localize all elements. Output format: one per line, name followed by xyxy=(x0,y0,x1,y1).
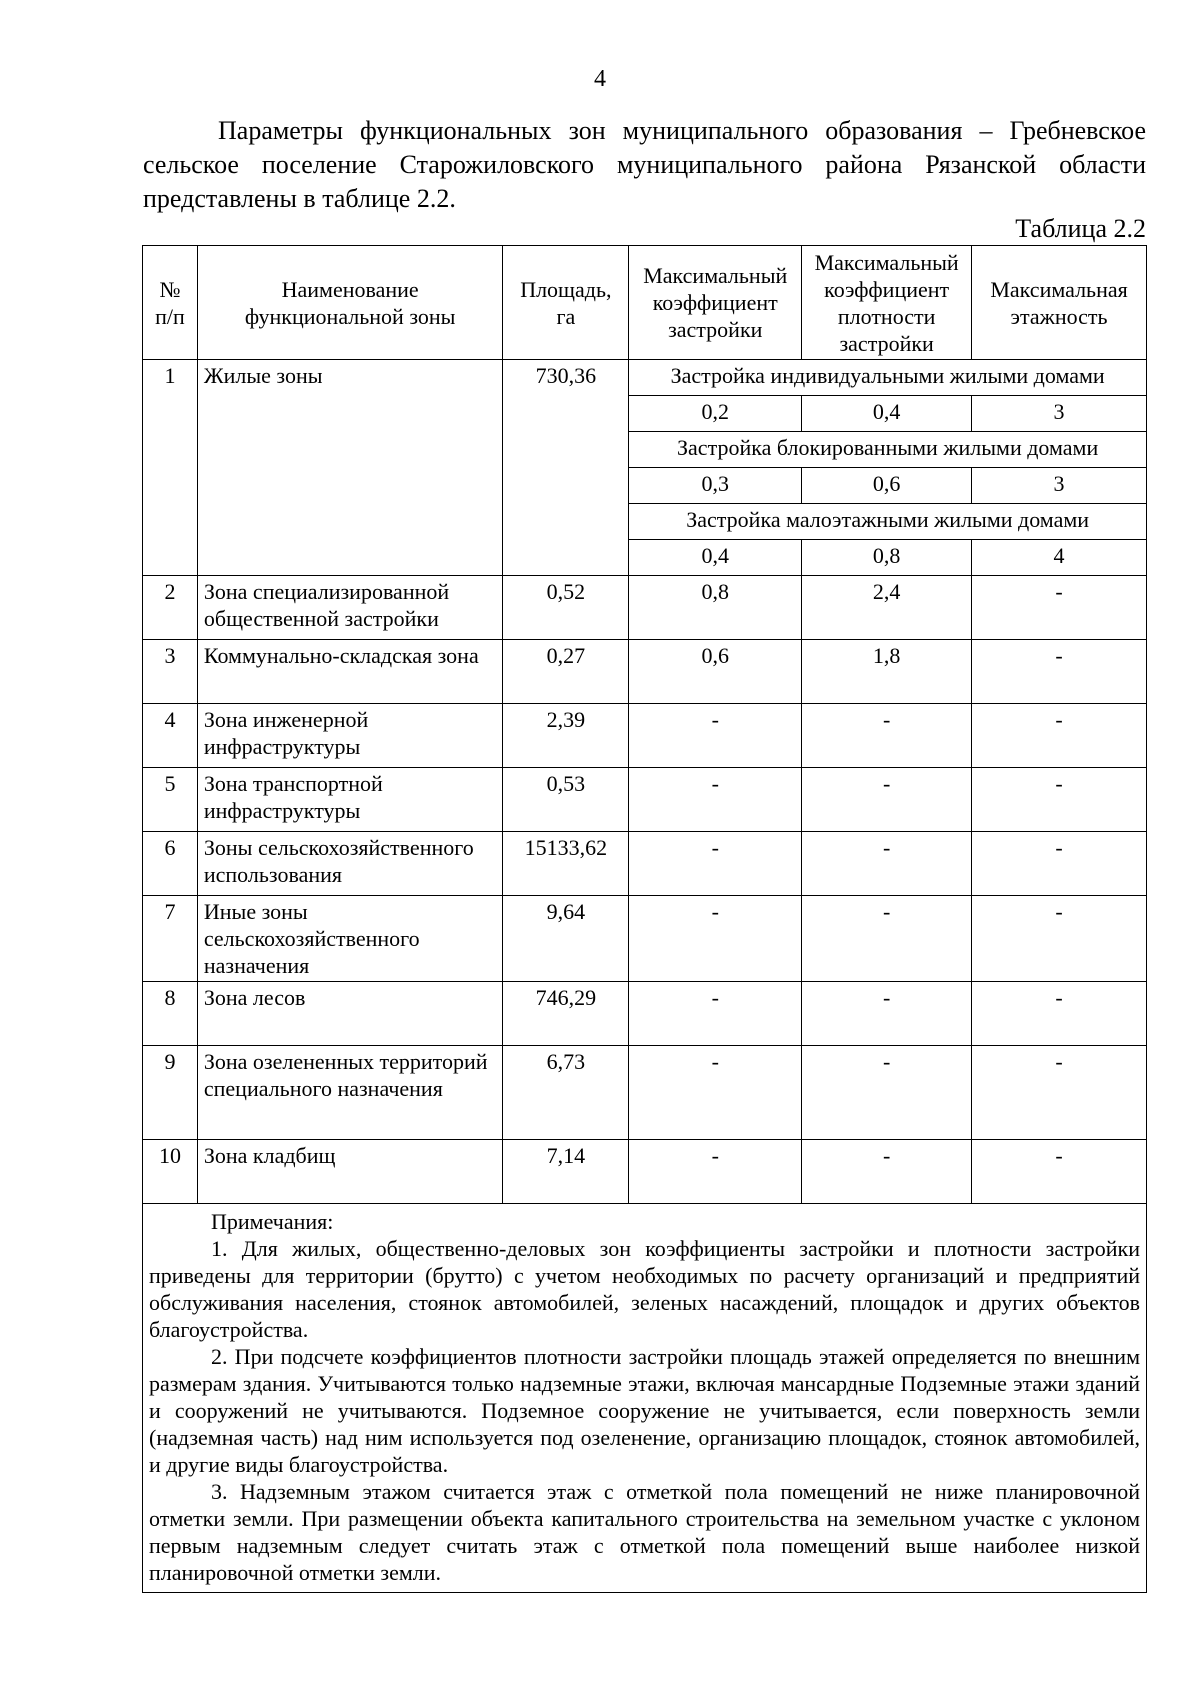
row-kp: - xyxy=(802,704,972,768)
header-area: Площадь, га xyxy=(503,246,629,360)
row-kp: 0,4 xyxy=(802,396,972,432)
header-floors: Максимальная этажность xyxy=(972,246,1147,360)
header-kz: Максимальный коэффициент застройки xyxy=(629,246,802,360)
table-row xyxy=(143,360,1147,396)
table-row xyxy=(143,704,1147,768)
row-kp: 0,6 xyxy=(802,468,972,504)
table-row xyxy=(143,896,1147,982)
row-floors: - xyxy=(972,1046,1147,1140)
table-row xyxy=(143,576,1147,640)
row-num: 7 xyxy=(143,896,198,982)
row-kz: 0,3 xyxy=(629,468,802,504)
row-kz: - xyxy=(629,704,802,768)
table-row xyxy=(143,1046,1147,1140)
row-area: 0,53 xyxy=(503,768,629,832)
row-num: 6 xyxy=(143,832,198,896)
row-kp: - xyxy=(802,768,972,832)
row-kp: - xyxy=(802,982,972,1046)
table-row xyxy=(143,768,1147,832)
table-row xyxy=(143,982,1147,1046)
row-kz: 0,8 xyxy=(629,576,802,640)
table-header-row xyxy=(143,246,1147,360)
table-row xyxy=(143,832,1147,896)
row-area: 0,52 xyxy=(503,576,629,640)
row-floors: 4 xyxy=(972,540,1147,576)
row-name: Зона транспортной инфраструктуры xyxy=(197,768,503,832)
row-name: Жилые зоны xyxy=(197,360,503,576)
row-area: 15133,62 xyxy=(503,832,629,896)
row-kz: 0,2 xyxy=(629,396,802,432)
row-kp: - xyxy=(802,1140,972,1204)
row-num: 4 xyxy=(143,704,198,768)
row-area: 2,39 xyxy=(503,704,629,768)
row-name: Зона лесов xyxy=(197,982,503,1046)
row-name: Коммунально-складская зона xyxy=(197,640,503,704)
row-floors: - xyxy=(972,896,1147,982)
row-kp: 2,4 xyxy=(802,576,972,640)
row-name: Зоны сельскохозяйственного использования xyxy=(197,832,503,896)
table-caption: Таблица 2.2 xyxy=(1015,214,1146,243)
row-name: Зона инженерной инфраструктуры xyxy=(197,704,503,768)
table-row xyxy=(143,1140,1147,1204)
row-kz: - xyxy=(629,1046,802,1140)
row-floors: - xyxy=(972,576,1147,640)
row-floors: - xyxy=(972,832,1147,896)
row-kp: - xyxy=(802,1046,972,1140)
row-area: 746,29 xyxy=(503,982,629,1046)
row-kz: - xyxy=(629,1140,802,1204)
row-area: 9,64 xyxy=(503,896,629,982)
row-num: 2 xyxy=(143,576,198,640)
note-item: 2. При подсчете коэффициентов плотности застройки площадь этажей определяется по внешним размерам здания. Учитываются только надземные этажи, включая мансардные Подземные этажи зданий и сооружений не учитываются. Подземное сооружение не учитывается, если поверхность земли (надземная часть) над ним используется под озеленение, организацию площадок, стоянок автомобилей, и другие виды благоустройства. xyxy=(149,1344,1140,1477)
note-item: 3. Надземным этажом считается этаж с отметкой пола помещений не ниже планировочной отметки земли. При размещении объекта капитального строительства на земельном участке с уклоном первым надземным следует считать этаж с отметкой пола помещений выше наиболее низкой планировочной отметки земли. xyxy=(149,1479,1140,1585)
table-row xyxy=(143,640,1147,704)
zones-table xyxy=(142,245,1147,1593)
intro-paragraph: Параметры функциональных зон муниципального образования – Гребневское сельское поселение Старожиловского муниципального района Рязанской области представлены в таблице 2.2. xyxy=(143,116,1146,213)
row-num: 9 xyxy=(143,1046,198,1140)
row-kz: - xyxy=(629,768,802,832)
row-area: 6,73 xyxy=(503,1046,629,1140)
row-kz: - xyxy=(629,832,802,896)
row-floors: 3 xyxy=(972,468,1147,504)
row-kz: 0,4 xyxy=(629,540,802,576)
notes-title: Примечания: xyxy=(211,1209,334,1234)
row-num: 5 xyxy=(143,768,198,832)
row-area: 730,36 xyxy=(503,360,629,576)
row-num: 1 xyxy=(143,360,198,576)
row-kp: - xyxy=(802,896,972,982)
header-num: № п/п xyxy=(143,246,198,360)
row-kp: 0,8 xyxy=(802,540,972,576)
row-name: Зона озелененных территорий специального назначения xyxy=(197,1046,503,1140)
row-floors: - xyxy=(972,768,1147,832)
row-kz: 0,6 xyxy=(629,640,802,704)
header-kp: Максимальный коэффициент плотности застройки xyxy=(802,246,972,360)
notes-cell xyxy=(143,1204,1147,1593)
row-kp: 1,8 xyxy=(802,640,972,704)
row-kz: - xyxy=(629,896,802,982)
row-num: 8 xyxy=(143,982,198,1046)
row-num: 3 xyxy=(143,640,198,704)
page-number: 4 xyxy=(594,66,606,92)
row-kz: - xyxy=(629,982,802,1046)
note-item: 1. Для жилых, общественно-деловых зон коэффициенты застройки и плотности застройки приведены для территории (брутто) с учетом необходимых по расчету организаций и предприятий обслуживания населения, стоянок автомобилей, зеленых насаждений, площадок и других объектов благоустройства. xyxy=(149,1236,1140,1342)
row-name: Зона специализированной общественной застройки xyxy=(197,576,503,640)
notes-row xyxy=(143,1204,1147,1593)
row-floors: 3 xyxy=(972,396,1147,432)
header-name: Наименование функциональной зоны xyxy=(197,246,503,360)
row-num: 10 xyxy=(143,1140,198,1204)
row-area: 0,27 xyxy=(503,640,629,704)
row-floors: - xyxy=(972,704,1147,768)
row-floors: - xyxy=(972,640,1147,704)
subzone-title: Застройка малоэтажными жилыми домами xyxy=(629,504,1147,540)
row-floors: - xyxy=(972,1140,1147,1204)
row-floors: - xyxy=(972,982,1147,1046)
subzone-title: Застройка индивидуальными жилыми домами xyxy=(629,360,1147,396)
subzone-title: Застройка блокированными жилыми домами xyxy=(629,432,1147,468)
row-name: Зона кладбищ xyxy=(197,1140,503,1204)
row-name: Иные зоны сельскохозяйственного назначения xyxy=(197,896,503,982)
row-kp: - xyxy=(802,832,972,896)
row-area: 7,14 xyxy=(503,1140,629,1204)
